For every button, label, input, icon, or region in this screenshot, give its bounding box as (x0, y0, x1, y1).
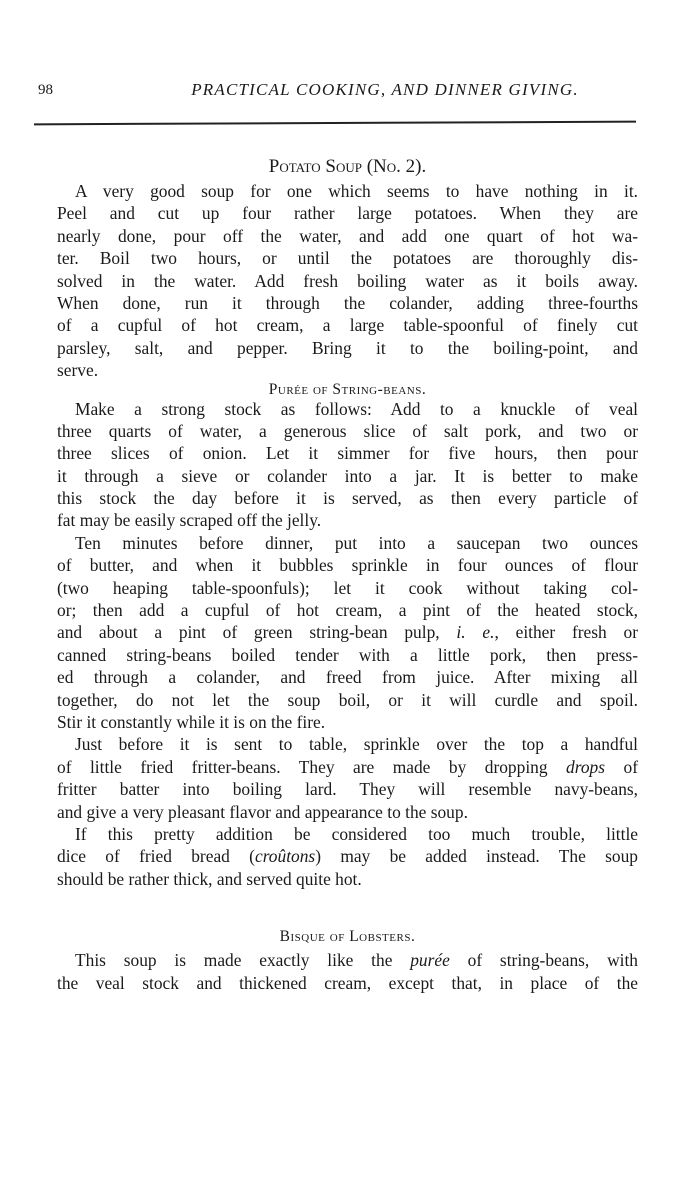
text-segment: dice of fried bread ( (57, 846, 255, 867)
italic-text: drops (566, 756, 606, 777)
text-line: (two heaping table-spoonfuls); let it cook without taking col- (57, 577, 638, 598)
text-line: When done, run it through the colander, adding three-fourths (57, 292, 638, 313)
text-segment: of little fried fritter-beans. They are made by dropping (57, 756, 567, 777)
text-line: together, do not let the soup boil, or it will curdle and spoil. (57, 689, 638, 710)
text-line: fat may be easily scraped off the jelly. (57, 510, 322, 531)
text-line: ter. Boil two hours, or until the potatoes are thoroughly dis- (57, 248, 638, 269)
italic-text: croûtons (254, 846, 316, 867)
text-line (57, 756, 638, 778)
page-number: 98 (38, 82, 53, 98)
text-line (57, 949, 638, 971)
text-line: A very good soup for one which seems to have nothing in it. (75, 181, 638, 201)
text-line: of a cupful of hot cream, a large table-spoonful of finely cut (57, 315, 638, 336)
text-line: If this pretty addition be considered too much trouble, little (75, 823, 638, 844)
text-line: Peel and cut up four rather large potatoes. When they are (57, 203, 638, 224)
text-segment: , either fresh or (494, 622, 639, 643)
text-line: serve. (57, 360, 99, 381)
text-segment: and about a pint of green string-bean pulp, (57, 622, 457, 643)
text-segment: ) may be added instead. The soup (315, 846, 638, 867)
text-line: fritter batter into boiling lard. They will resemble navy-beans, (57, 779, 638, 800)
text-line (57, 845, 638, 867)
text-line: this stock the day before it is served, as then every particle of (57, 488, 638, 509)
running-title: PRACTICAL COOKING, AND DINNER GIVING. (191, 80, 579, 99)
section-heading-potato: Potato Soup (No. 2). (268, 156, 427, 177)
text-segment: of (605, 756, 638, 777)
text-line: the veal stock and thickened cream, except that, in place of the (57, 972, 638, 993)
text-segment: This soup is made exactly like the (75, 950, 411, 971)
text-line: solved in the water. Add fresh boiling water as it boils away. (57, 270, 638, 291)
text-segment: of string-beans, with (449, 950, 639, 971)
text-line: three quarts of water, a generous slice of salt pork, and two or (57, 420, 638, 441)
text-line: nearly done, pour off the water, and add one quart of hot wa- (57, 225, 638, 246)
text-line: and give a very pleasant flavor and appearance to the soup. (57, 801, 468, 822)
text-line: three slices of onion. Let it simmer for five hours, then pour (57, 443, 638, 464)
section-heading-bisque: Bisque of Lobsters. (279, 928, 416, 946)
header-rule (34, 121, 636, 126)
text-line: ed through a colander, and freed from juice. After mixing all (57, 667, 638, 688)
text-line: it through a sieve or colander into a jar. It is better to make (57, 465, 638, 486)
text-line: Stir it constantly while it is on the fire. (57, 711, 326, 732)
italic-text: i. e. (456, 622, 495, 643)
text-line: should be rather thick, and served quite hot. (57, 868, 362, 889)
text-line: or; then add a cupful of hot cream, a pint of the heated stock, (57, 600, 638, 621)
text-line: Just before it is sent to table, sprinkle over the top a handful (75, 734, 638, 755)
page-body (57, 153, 638, 994)
text-line: canned string-beans boiled tender with a little pork, then press- (57, 644, 638, 665)
section-heading-puree: Purée of String-beans. (268, 380, 427, 398)
text-line (57, 621, 638, 643)
text-line: of butter, and when it bubbles sprinkle in four ounces of flour (57, 555, 638, 576)
text-line: Make a strong stock as follows: Add to a knuckle of veal (75, 398, 638, 419)
text-line: Ten minutes before dinner, put into a saucepan two ounces (75, 532, 638, 553)
italic-text: purée (410, 950, 450, 971)
text-line: parsley, salt, and pepper. Bring it to the boiling-point, and (57, 337, 638, 358)
